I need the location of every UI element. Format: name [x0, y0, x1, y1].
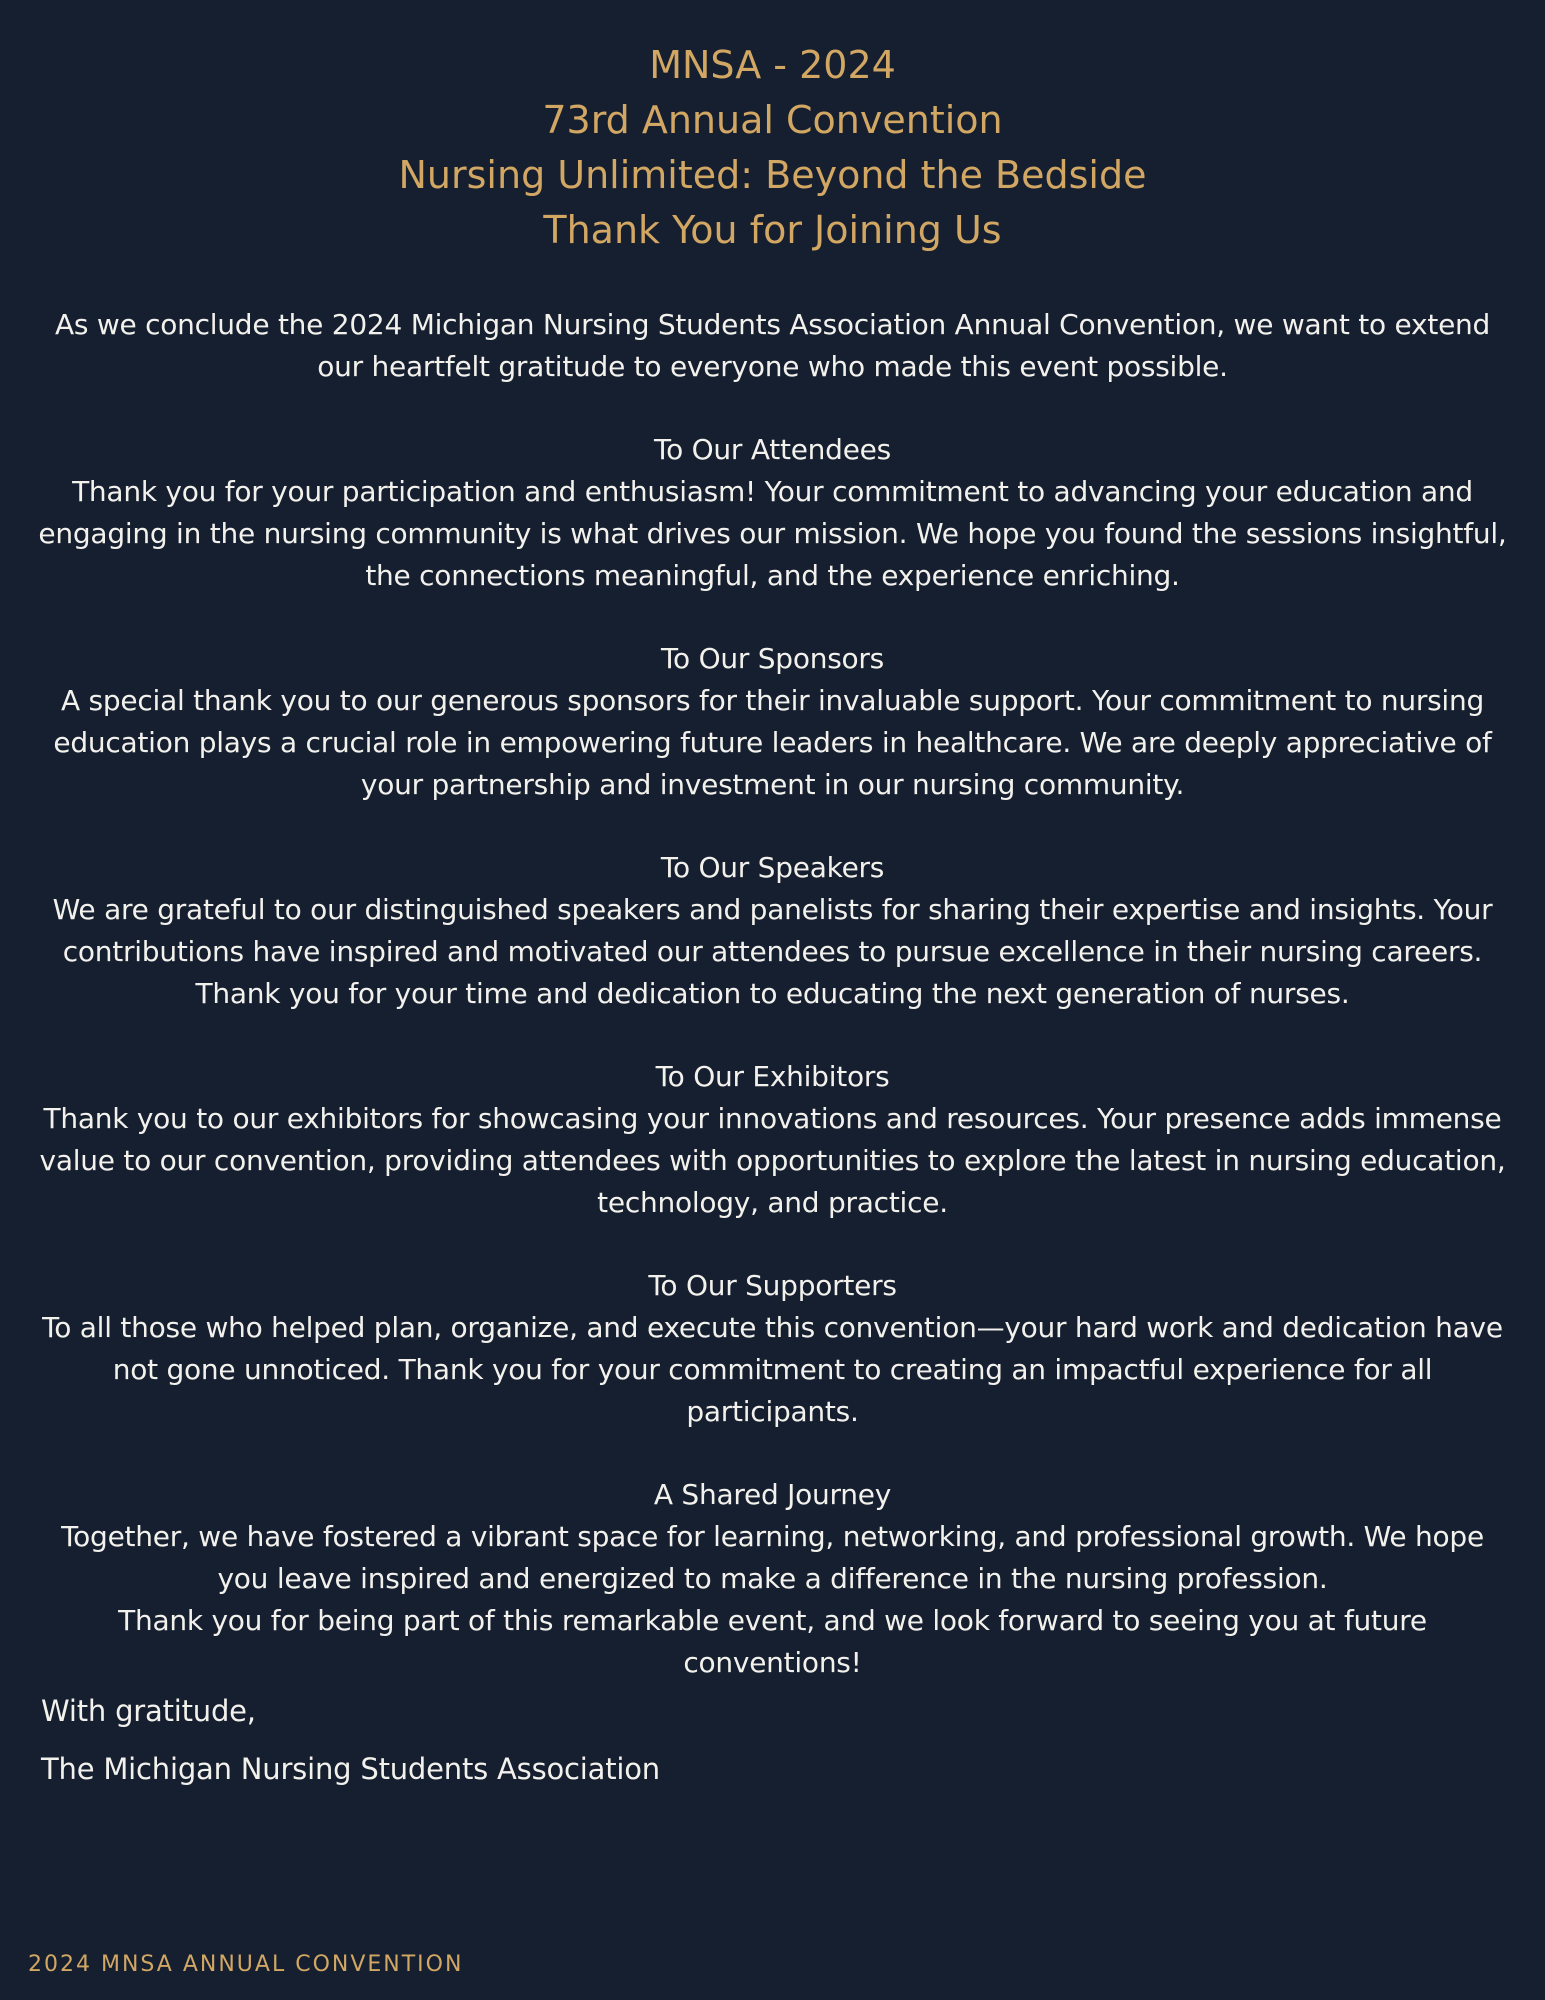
title-line-thank-you: Thank You for Joining Us [543, 208, 1002, 252]
spacer [38, 1224, 1507, 1266]
letter-body [38, 304, 1507, 1683]
page-footer: 2024 MNSA ANNUAL CONVENTION [28, 1952, 464, 1977]
title-line-theme: Nursing Unlimited: Beyond the Bedside [398, 153, 1147, 197]
section-body-sponsors: A special thank you to our generous sponsors for their invaluable support. Your commitment to nursing education plays a crucial role in empowering future leaders in healthcare. We are deeply appreciative of your partnership and investment in our nursing community. [53, 684, 1492, 801]
section-body-shared-journey-closing: Thank you for being part of this remarkable event, and we look forward to seeing you at future conventions! [118, 1603, 1427, 1679]
spacer [38, 1015, 1507, 1057]
spacer [38, 806, 1507, 848]
signoff-salutation: With gratitude, [41, 1694, 256, 1728]
signoff-organization: The Michigan Nursing Students Association [41, 1752, 660, 1786]
spacer [38, 597, 1507, 639]
spacer [38, 388, 1507, 430]
section-heading-speakers: To Our Speakers [660, 851, 885, 885]
title-line-convention: 73rd Annual Convention [542, 98, 1003, 142]
intro-paragraph: As we conclude the 2024 Michigan Nursing Students Association Annual Convention, we want to extend our heartfelt gratitude to everyone who made this event possible. [54, 308, 1491, 383]
letter-signoff [41, 1682, 941, 1798]
section-heading-exhibitors: To Our Exhibitors [655, 1060, 890, 1094]
section-body-speakers: We are grateful to our distinguished speakers and panelists for sharing their expertise and insights. Your contributions have inspired and motivated our attendees to pursue excellence in their nursing careers. Thank you for your time and dedication to educating the next generation of nurses. [52, 893, 1493, 1010]
section-body-attendees: Thank you for your participation and enthusiasm! Your commitment to advancing your education and engaging in the nursing community is what drives our mission. We hope you found the sessions insightful, the connections meaningful, and the experience enriching. [38, 475, 1507, 592]
title-line-org-year: MNSA - 2024 [649, 43, 896, 87]
section-body-supporters: To all those who helped plan, organize, and execute this convention—your hard work and dedication have not gone unnoticed. Thank you for your commitment to creating an impactful experience for all participants. [42, 1311, 1503, 1428]
page-title [0, 38, 1545, 258]
spacer [38, 1433, 1507, 1475]
section-heading-sponsors: To Our Sponsors [660, 642, 885, 676]
section-body-shared-journey: Together, we have fostered a vibrant space for learning, networking, and professional growth. We hope you leave inspired and energized to make a difference in the nursing profession. [61, 1520, 1484, 1595]
section-heading-supporters: To Our Supporters [648, 1269, 897, 1303]
section-heading-attendees: To Our Attendees [654, 433, 891, 467]
section-body-exhibitors: Thank you to our exhibitors for showcasing your innovations and resources. Your presence adds immense value to our convention, providing attendees with opportunities to explore the latest in nursing education, technology, and practice. [39, 1102, 1506, 1219]
section-heading-shared-journey: A Shared Journey [653, 1478, 892, 1512]
